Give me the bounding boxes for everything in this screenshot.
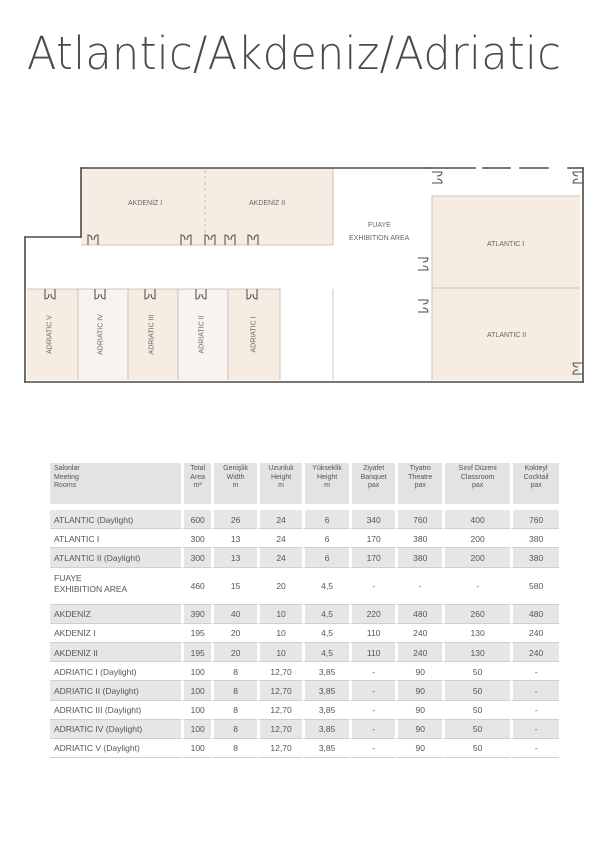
akdeniz-2-label: AKDENİZ II (249, 200, 286, 207)
table-row: ATLANTIC I 300 13 24 6 170 380 200 380 (50, 529, 559, 548)
table-row: AKDENİZ I 195 20 10 4,5 110 240 130 240 (50, 624, 559, 643)
table-row: ADRIATIC II (Daylight) 100 8 12,70 3,85 - 90 50 - (50, 681, 559, 700)
table-row: ADRIATIC V (Daylight) 100 8 12,70 3,85 - 90 50 - (50, 739, 559, 758)
header-banquet: Ziyafet Banquet pax (349, 463, 396, 504)
floor-plan-drawing (0, 150, 595, 390)
adriatic-3-label: ADRIATIC III (148, 314, 156, 355)
table-row: ADRIATIC IV (Daylight) 100 8 12,70 3,85 - 90 50 - (50, 720, 559, 739)
header-length: Uzunluk Height m (257, 463, 302, 504)
page-title: Atlantic/Akdeniz/Adriatic (27, 28, 562, 81)
table-row: FUAYE EXHIBITION AREA 460 15 20 4,5 - - - 580 (50, 568, 559, 605)
header-rooms: Salonlar Meeting Rooms (50, 463, 181, 504)
fuaye-label-line1: FUAYE (368, 222, 391, 229)
floor-plan (0, 150, 595, 390)
adriatic-4-label: ADRIATIC IV (97, 314, 105, 355)
adriatic-1-label: ADRIATIC I (250, 316, 258, 353)
atlantic-2-label: ATLANTIC II (487, 332, 527, 339)
adriatic-5-label: ADRIATIC V (46, 315, 54, 354)
table-row: ATLANTIC (Daylight) 600 26 24 6 340 760 400 760 (50, 510, 559, 529)
header-height: Yükseklik Height m (302, 463, 349, 504)
header-cocktail: Kokteyl Cocktail pax (510, 463, 559, 504)
adriatic-2-label: ADRIATIC II (198, 315, 206, 354)
header-width: Genişlik Width m (211, 463, 256, 504)
table-row: AKDENİZ II 195 20 10 4,5 110 240 130 240 (50, 643, 559, 662)
header-area: Total Area m² (181, 463, 211, 504)
table-row: AKDENİZ 390 40 10 4,5 220 480 260 480 (50, 605, 559, 624)
table-row: ADRIATIC III (Daylight) 100 8 12,70 3,85 - 90 50 - (50, 701, 559, 720)
akdeniz-1-label: AKDENİZ I (128, 200, 163, 207)
table-row: ATLANTIC II (Daylight) 300 13 24 6 170 380 200 380 (50, 548, 559, 567)
header-classroom: Sınıf Düzeni Classroom pax (442, 463, 510, 504)
meeting-rooms-table (50, 463, 559, 758)
fuaye-label-line2: EXHIBITION AREA (349, 235, 410, 242)
table-header-row (50, 463, 559, 504)
atlantic-1-label: ATLANTIC I (487, 241, 525, 248)
table-row: ADRIATIC I (Daylight) 100 8 12,70 3,85 - 90 50 - (50, 662, 559, 681)
header-theatre: Tiyatro Theatre pax (395, 463, 442, 504)
